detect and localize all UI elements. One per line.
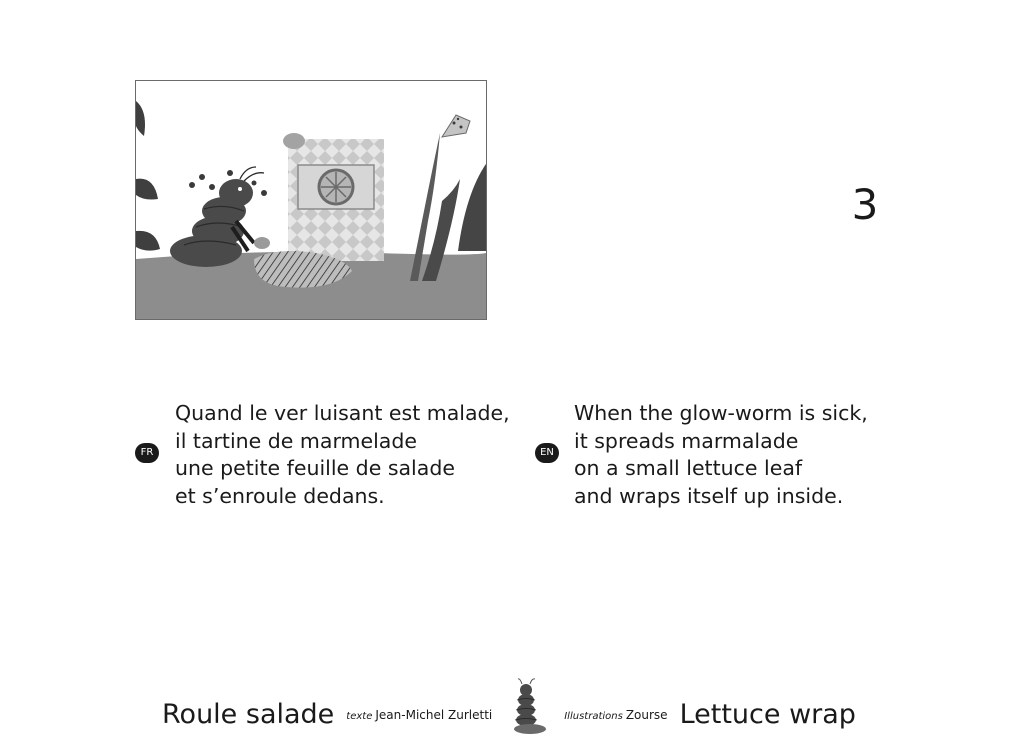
verse-french [175, 400, 510, 510]
verse-line: et s’enroule dedans. [175, 483, 385, 508]
verse-line: on a small lettuce leaf [574, 456, 803, 480]
page-number: 3 [851, 180, 879, 229]
illustration [135, 80, 487, 320]
author-credit [346, 708, 492, 740]
author-name: Jean-Michel Zurletti [375, 708, 493, 722]
verse-line: Quand le ver luisant est malade, [175, 401, 510, 425]
worm-icon [508, 678, 548, 740]
language-badge-en: EN [535, 443, 559, 463]
verse-english [574, 400, 868, 510]
verse-line: When the glow-worm is sick, [574, 401, 868, 425]
language-badge-fr: FR [135, 443, 159, 463]
text-label: texte [346, 711, 373, 722]
title-english: Lettuce wrap [679, 699, 856, 730]
footer [162, 680, 862, 740]
verse-line: une petite feuille de salade [175, 456, 455, 480]
verse-line: il tartine de marmelade [175, 428, 417, 453]
verse-line: it spreads marmalade [574, 428, 799, 453]
illustrations-label: Illustrations [564, 711, 623, 722]
illustrator-name: Zourse [625, 708, 668, 722]
glow-worm-illustration [136, 81, 487, 320]
title-french: Roule salade [162, 699, 335, 730]
illustrator-credit [564, 708, 667, 740]
verse-line: and wraps itself up inside. [574, 483, 844, 508]
